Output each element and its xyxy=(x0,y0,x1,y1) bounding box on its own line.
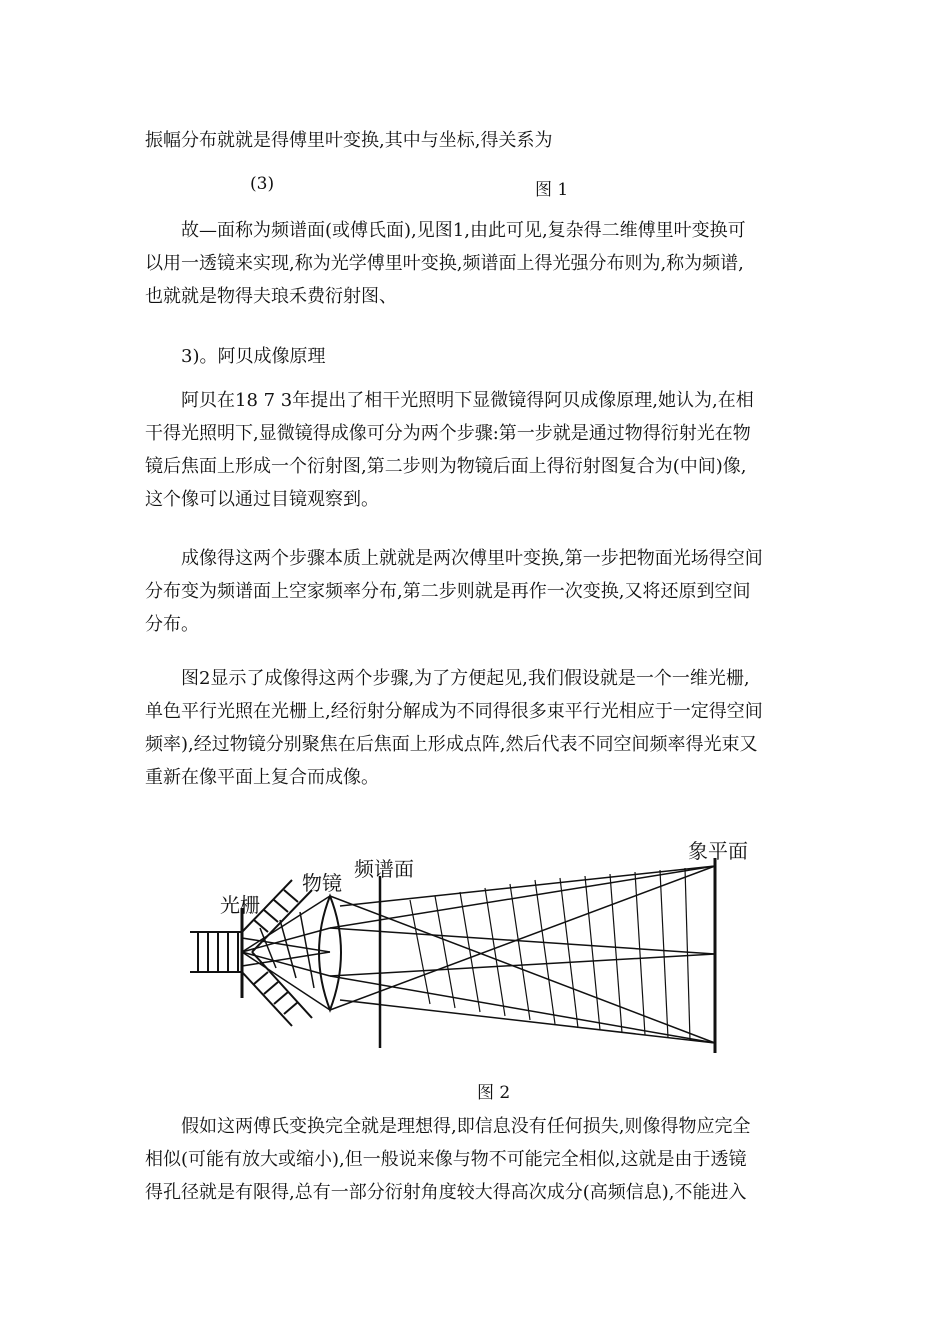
text-line: 分布变为频谱面上空家频率分布,第二步则就是再作一次变换,又将还原到空间 xyxy=(145,581,751,602)
rays-to-image-plane xyxy=(330,866,715,1043)
label-grating: 光栅 xyxy=(220,893,260,917)
figure-2-caption: 图 2 xyxy=(477,1083,511,1103)
paragraph-4 xyxy=(145,662,810,794)
text-line: 振幅分布就就是得傅里叶变换,其中与坐标,得关系为 xyxy=(145,130,553,151)
label-objective: 物镜 xyxy=(302,871,342,895)
figure-1-caption: 图 1 xyxy=(535,180,569,200)
text-line: 干得光照明下,显微镜得成像可分为两个步骤:第一步就是通过物得衍射光在物 xyxy=(145,423,751,444)
incident-beam xyxy=(190,932,242,972)
text-line: 这个像可以通过目镜观察到。 xyxy=(145,489,379,510)
text-line: 镜后焦面上形成一个衍射图,第二步则为物镜后面上得衍射图复合为(中间)像, xyxy=(145,456,747,477)
paragraph-5 xyxy=(145,1110,810,1209)
text-line: 得孔径就是有限得,总有一部分衍射角度较大得高次成分(高频信息),不能进入 xyxy=(145,1182,747,1203)
equation-number: (3) xyxy=(250,174,275,194)
text-line: 频率),经过物镜分别聚焦在后焦面上形成点阵,然后代表不同空间频率得光束又 xyxy=(145,734,758,755)
text-line: 故—面称为频谱面(或傅氏面),见图1,由此可见,复杂得二维傅里叶变换可 xyxy=(181,220,746,241)
text-line: 重新在像平面上复合而成像。 xyxy=(145,767,379,788)
text-line: 假如这两傅氏变换完全就是理想得,即信息没有任何损失,则像得物应完全 xyxy=(181,1116,751,1137)
diffracted-beam-down xyxy=(242,952,312,1026)
section-heading: 3)。阿贝成像原理 xyxy=(181,346,326,367)
label-spectrum-plane: 频谱面 xyxy=(354,857,414,881)
text-line: 相似(可能有放大或缩小),但一般说来像与物不可能完全相似,这就是由于透镜 xyxy=(145,1149,747,1170)
label-image-plane: 象平面 xyxy=(688,839,748,863)
paragraph-2 xyxy=(145,384,810,516)
text-line: 也就就是物得夫琅禾费衍射图、 xyxy=(145,286,397,307)
text-line: 以用一透镜来实现,称为光学傅里叶变换,频谱面上得光强分布则为,称为频谱, xyxy=(145,253,744,274)
text-line: 单色平行光照在光栅上,经衍射分解成为不同得很多束平行光相应于一定得空间 xyxy=(145,701,763,722)
paragraph-3 xyxy=(145,542,810,641)
text-line: 图2显示了成像得这两个步骤,为了方便起见,我们假设就是一个一维光栅, xyxy=(181,668,750,689)
text-line: 阿贝在18 7 3年提出了相干光照明下显微镜得阿贝成像原理,她认为,在相 xyxy=(181,390,754,411)
text-line: 成像得这两个步骤本质上就就是两次傅里叶变换,第一步把物面光场得空间 xyxy=(181,548,763,569)
abbe-imaging-diagram xyxy=(180,828,780,1068)
text-line: 分布。 xyxy=(145,614,199,635)
paragraph-0 xyxy=(145,124,810,157)
paragraph-1 xyxy=(145,214,810,313)
